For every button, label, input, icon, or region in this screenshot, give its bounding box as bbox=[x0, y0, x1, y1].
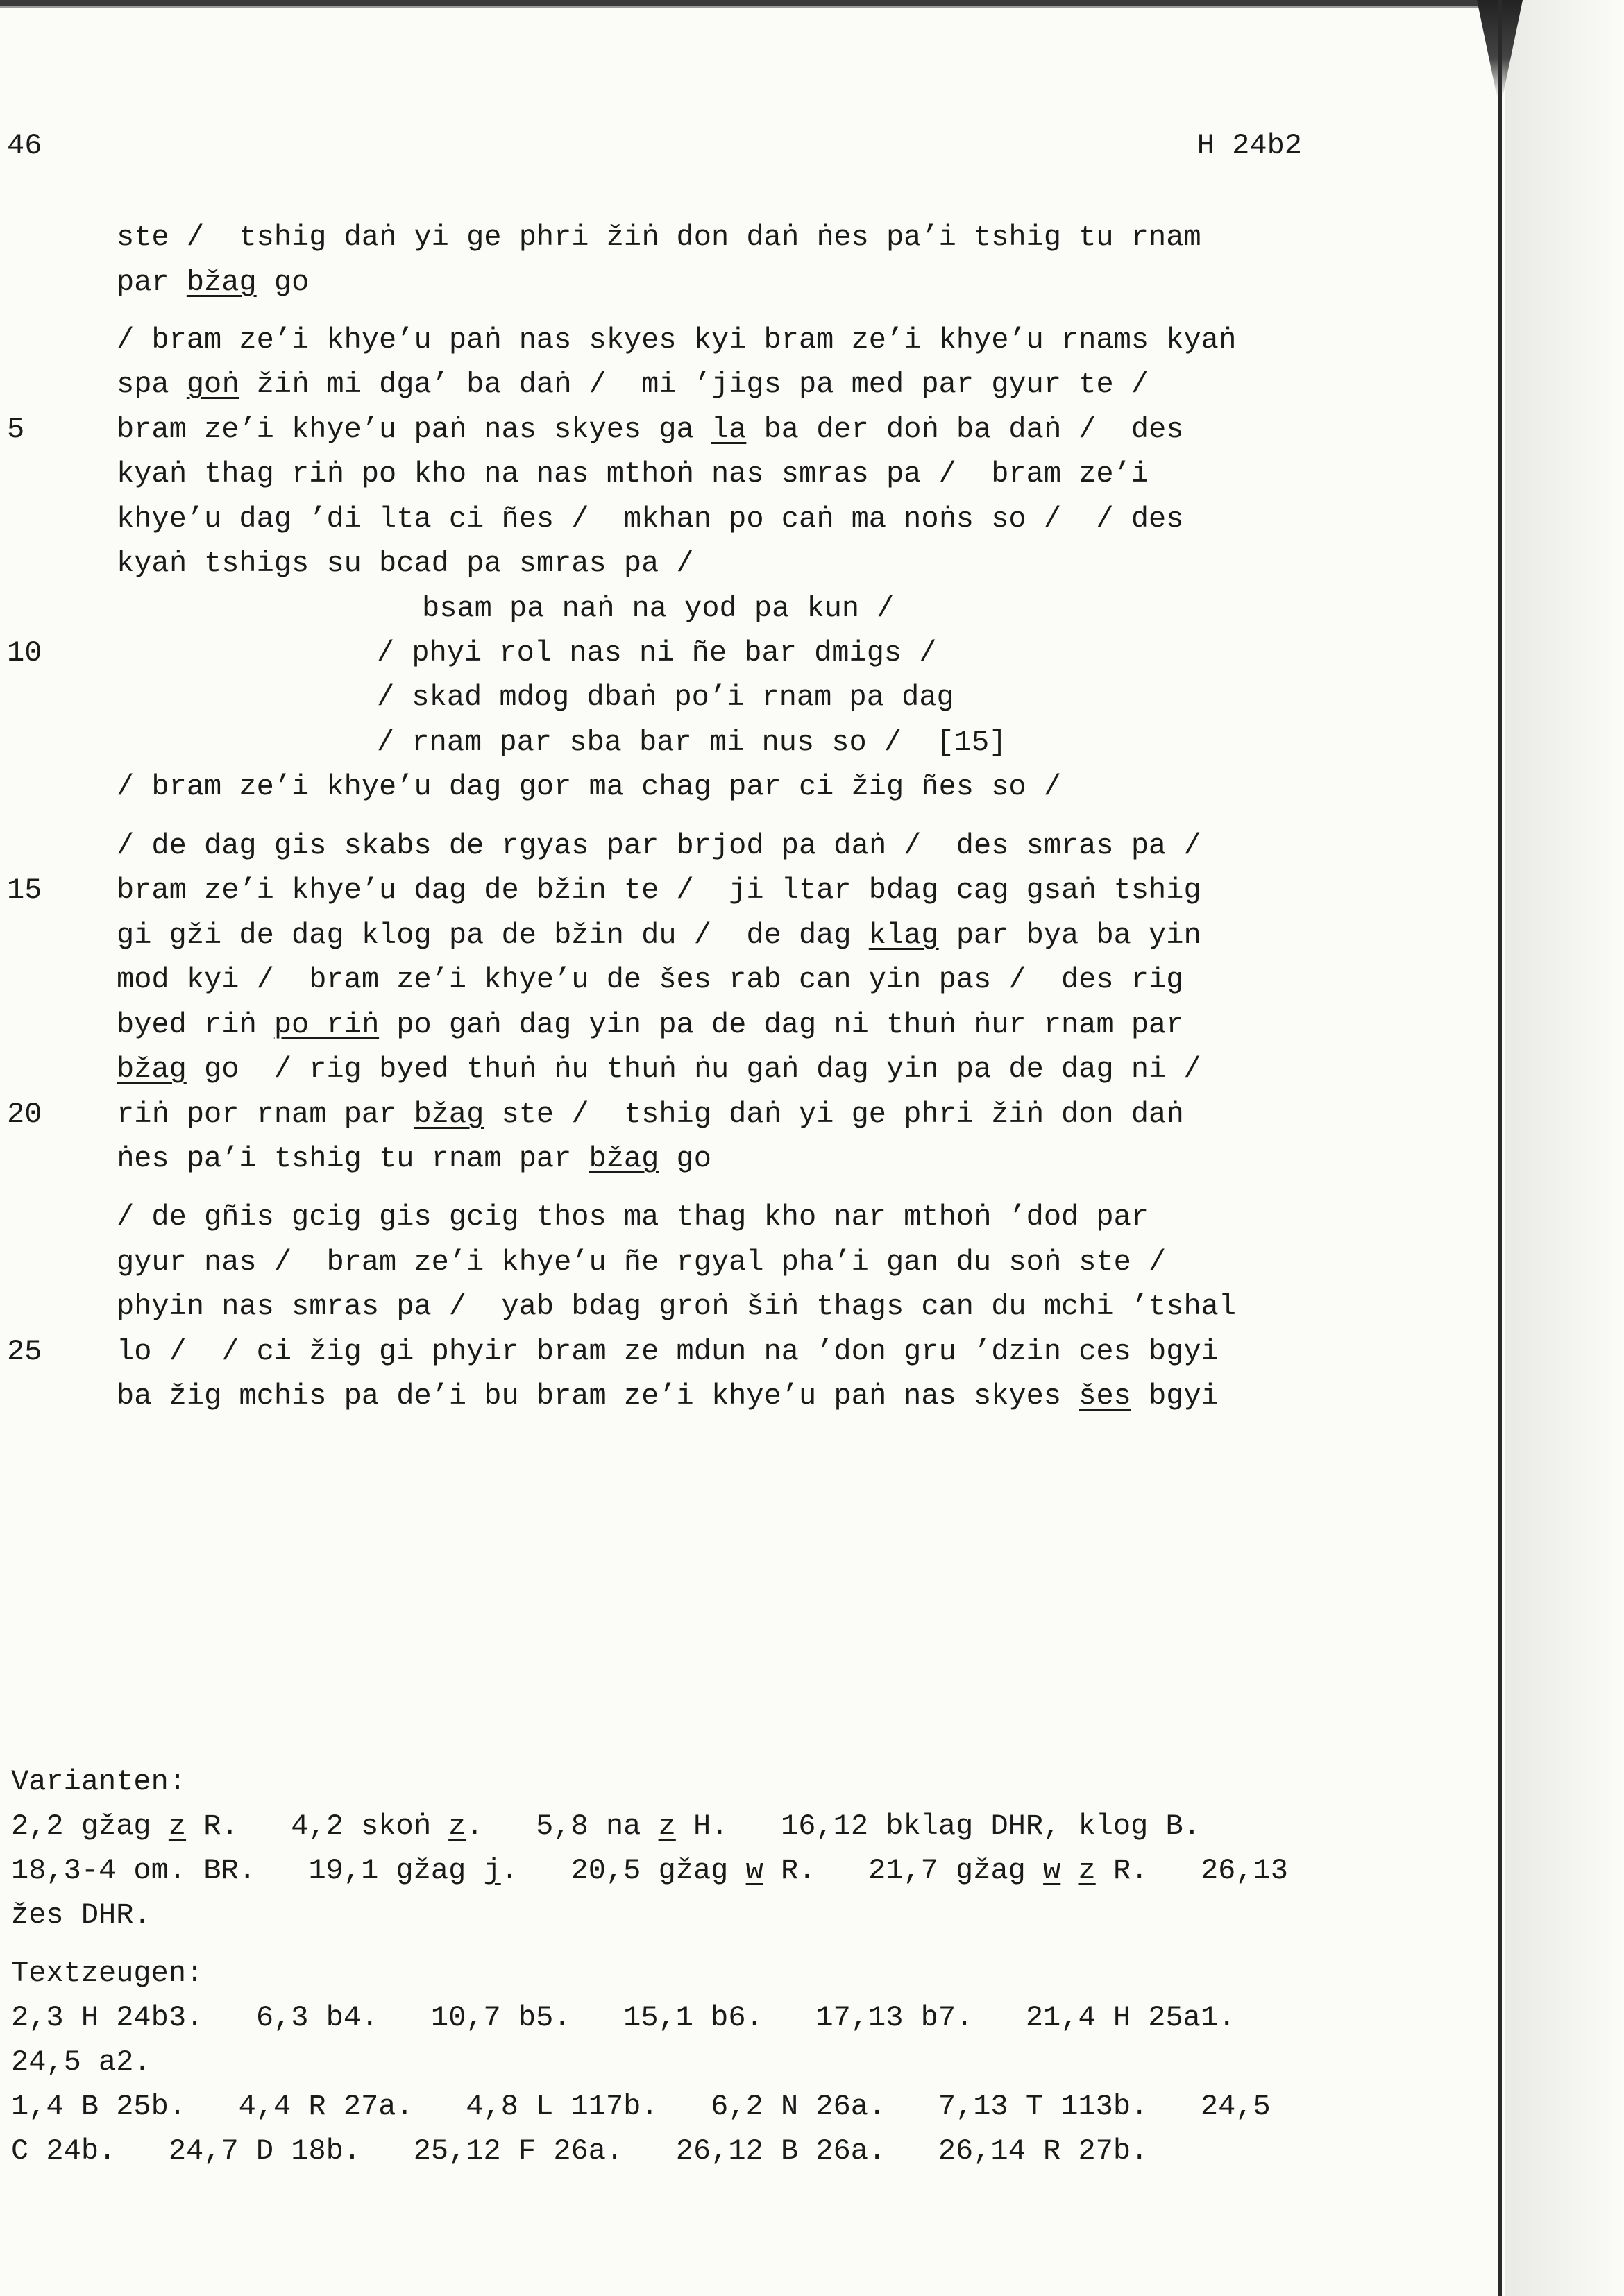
text-segment: byed riṅ bbox=[117, 1008, 274, 1041]
underlined-reading: z bbox=[658, 1810, 676, 1843]
text-segment: / phyi rol nas ni ñe bar dmigs / bbox=[377, 636, 937, 670]
text-segment: gyur nas / bram ze’i khye’u ñe rgyal pha’i gan du soṅ ste / bbox=[117, 1245, 1167, 1279]
text-segment: ba žig mchis pa de’i bu bram ze’i khye’u paṅ nas skyes bbox=[117, 1379, 1079, 1413]
text-segment: / bram ze’i khye’u paṅ nas skyes kyi bram ze’i khye’u rnams kyaṅ bbox=[117, 323, 1237, 357]
apparatus-line bbox=[11, 2040, 151, 2084]
text-segment: bram ze’i khye’u paṅ nas skyes ga bbox=[117, 413, 711, 446]
text-segment: phyin nas smras pa / yab bdag groṅ šiṅ thags can du mchi ’tshal bbox=[117, 1290, 1237, 1323]
verse-line bbox=[377, 720, 1006, 765]
text-line bbox=[117, 1092, 1183, 1137]
line-number: 25 bbox=[7, 1335, 42, 1368]
text-line bbox=[117, 1003, 1183, 1047]
underlined-reading: klag bbox=[868, 919, 939, 952]
text-segment: po gaṅ dag yin pa de dag ni thuṅ ṅur rnam par bbox=[379, 1008, 1184, 1041]
underlined-reading: la bbox=[711, 413, 747, 446]
text-line bbox=[117, 913, 1201, 958]
text-segment: khye’u dag ’di lta ci ñes / mkhan po caṅ ma noṅs so / / des bbox=[117, 502, 1184, 536]
line-number: 10 bbox=[7, 636, 42, 670]
text-segment: go bbox=[256, 266, 310, 299]
underlined-reading: bžag bbox=[186, 266, 257, 299]
text-line bbox=[117, 868, 1201, 912]
text-segment: mod kyi / bram ze’i khye’u de šes rab can yin pas / des rig bbox=[117, 963, 1184, 996]
text-segment: par bbox=[117, 266, 187, 299]
verse-line bbox=[377, 631, 937, 675]
text-segment: . 20,5 gžag bbox=[500, 1854, 746, 1887]
text-segment: lo / / ci žig gi phyir bram ze mdun na ’don gru ’dzin ces bgyi bbox=[117, 1335, 1219, 1368]
text-line bbox=[117, 1047, 1201, 1091]
text-segment: kyaṅ tshigs su bcad pa smras pa / bbox=[117, 547, 694, 580]
text-line bbox=[117, 1137, 711, 1181]
text-line bbox=[117, 497, 1183, 541]
text-line bbox=[117, 541, 694, 586]
text-segment: / de dag gis skabs de rgyas par brjod pa daṅ / des smras pa / bbox=[117, 829, 1201, 862]
line-number: 5 bbox=[7, 413, 25, 446]
text-segment: go / rig byed thuṅ ṅu thuṅ ṅu gaṅ dag yin pa de dag ni / bbox=[186, 1053, 1201, 1086]
text-segment: bsam pa naṅ na yod pa kun / bbox=[422, 592, 895, 625]
underlined-reading: bžag bbox=[589, 1142, 659, 1175]
text-line bbox=[117, 1329, 1219, 1374]
underlined-reading: z bbox=[448, 1810, 466, 1843]
text-segment: bram ze’i khye’u dag de bžin te / ji ltar bdag cag gsaṅ tshig bbox=[117, 874, 1201, 907]
underlined-reading: bžag bbox=[117, 1053, 187, 1086]
text-segment: / bram ze’i khye’u dag gor ma chag par ci žig ñes so / bbox=[117, 770, 1062, 803]
text-line bbox=[117, 362, 1149, 407]
text-segment: / de gñis gcig gis gcig thos ma thag kho nar mthoṅ ’dod par bbox=[117, 1200, 1149, 1234]
text-segment: 2,3 H 24b3. 6,3 b4. 10,7 b5. 15,1 b6. 17,13 b7. 21,4 H 25a1. bbox=[11, 2001, 1236, 2034]
underlined-reading: w bbox=[1043, 1854, 1061, 1887]
verse-line bbox=[377, 675, 954, 720]
text-line bbox=[117, 1240, 1166, 1284]
text-line bbox=[117, 260, 309, 305]
text-segment: R. 4,2 skoṅ bbox=[186, 1810, 449, 1843]
line-number: 20 bbox=[7, 1098, 42, 1131]
underlined-reading: z bbox=[168, 1810, 187, 1843]
text-segment: go bbox=[659, 1142, 711, 1175]
text-segment bbox=[1060, 1854, 1078, 1887]
text-segment: . 5,8 na bbox=[466, 1810, 659, 1843]
text-segment: R. 21,7 gžag bbox=[763, 1854, 1044, 1887]
apparatus-line bbox=[11, 2129, 1148, 2173]
text-line bbox=[117, 765, 1061, 809]
top-edge-shadow bbox=[0, 6, 1624, 8]
underlined-reading: j bbox=[483, 1854, 501, 1887]
text-segment: 24,5 a2. bbox=[11, 2046, 151, 2079]
text-line bbox=[117, 958, 1183, 1002]
text-line bbox=[117, 407, 1183, 452]
text-line bbox=[117, 1195, 1149, 1239]
text-segment: ba der doṅ ba daṅ / des bbox=[746, 413, 1184, 446]
varianten-heading: Varianten: bbox=[11, 1765, 187, 1798]
underlined-reading: goṅ bbox=[186, 368, 239, 401]
text-segment: par bya ba yin bbox=[938, 919, 1201, 952]
text-segment: 1,4 B 25b. 4,4 R 27a. 4,8 L 117b. 6,2 N 26a. 7,13 T 113b. 24,5 bbox=[11, 2090, 1271, 2123]
apparatus-line bbox=[11, 1893, 151, 1937]
top-edge-line bbox=[0, 0, 1624, 6]
text-segment: C 24b. 24,7 D 18b. 25,12 F 26a. 26,12 B 26a. 26,14 R 27b. bbox=[11, 2134, 1149, 2168]
text-segment: H. 16,12 bklag DHR, klog B. bbox=[675, 1810, 1201, 1843]
apparatus-line bbox=[11, 1996, 1235, 2040]
apparatus-line bbox=[11, 1804, 1201, 1848]
folio-reference: H 24b2 bbox=[1196, 129, 1302, 162]
text-segment: riṅ por rnam par bbox=[117, 1098, 414, 1131]
underlined-reading: šes bbox=[1079, 1379, 1131, 1413]
text-segment: / rnam par sba bar mi nus so / [15] bbox=[377, 726, 1007, 759]
underlined-reading: w bbox=[745, 1854, 763, 1887]
text-line bbox=[117, 318, 1236, 362]
page-number: 46 bbox=[7, 129, 42, 162]
text-segment: gi gži de dag klog pa de bžin du / de dag bbox=[117, 919, 869, 952]
text-line bbox=[117, 1374, 1219, 1418]
line-number: 15 bbox=[7, 874, 42, 907]
page-edge-shade bbox=[1505, 0, 1624, 2296]
verse-line bbox=[422, 586, 895, 631]
text-segment: ste / tshig daṅ yi ge phri žiṅ don daṅ bbox=[484, 1098, 1184, 1131]
text-segment: 2,2 gžag bbox=[11, 1810, 169, 1843]
text-segment: 18,3-4 om. BR. 19,1 gžag bbox=[11, 1854, 484, 1887]
text-segment: R. 26,13 bbox=[1095, 1854, 1288, 1887]
text-line bbox=[117, 452, 1149, 496]
text-segment: žes DHR. bbox=[11, 1898, 151, 1932]
underlined-reading: bžag bbox=[414, 1098, 484, 1131]
apparatus-line bbox=[11, 1848, 1288, 1893]
text-segment: kyaṅ thag riṅ po kho na nas mthoṅ nas smras pa / bram ze’i bbox=[117, 457, 1149, 491]
binding-spine bbox=[1498, 0, 1502, 2296]
apparatus-line bbox=[11, 2084, 1271, 2129]
text-line bbox=[117, 824, 1201, 868]
textzeugen-heading: Textzeugen: bbox=[11, 1957, 204, 1990]
underlined-reading: po riṅ bbox=[273, 1008, 380, 1041]
text-line bbox=[117, 1284, 1236, 1329]
text-segment: / skad mdog dbaṅ po’i rnam pa dag bbox=[377, 681, 954, 714]
text-segment: ste / tshig daṅ yi ge phri žiṅ don daṅ ṅes pa’i tshig tu rnam bbox=[117, 221, 1201, 254]
text-segment: bgyi bbox=[1131, 1379, 1219, 1413]
text-segment: žiṅ mi dga’ ba daṅ / mi ’jigs pa med par gyur te / bbox=[239, 368, 1149, 401]
text-segment: ṅes pa’i tshig tu rnam par bbox=[117, 1142, 589, 1175]
text-line bbox=[117, 215, 1201, 260]
text-segment: spa bbox=[117, 368, 187, 401]
underlined-reading: z bbox=[1078, 1854, 1096, 1887]
